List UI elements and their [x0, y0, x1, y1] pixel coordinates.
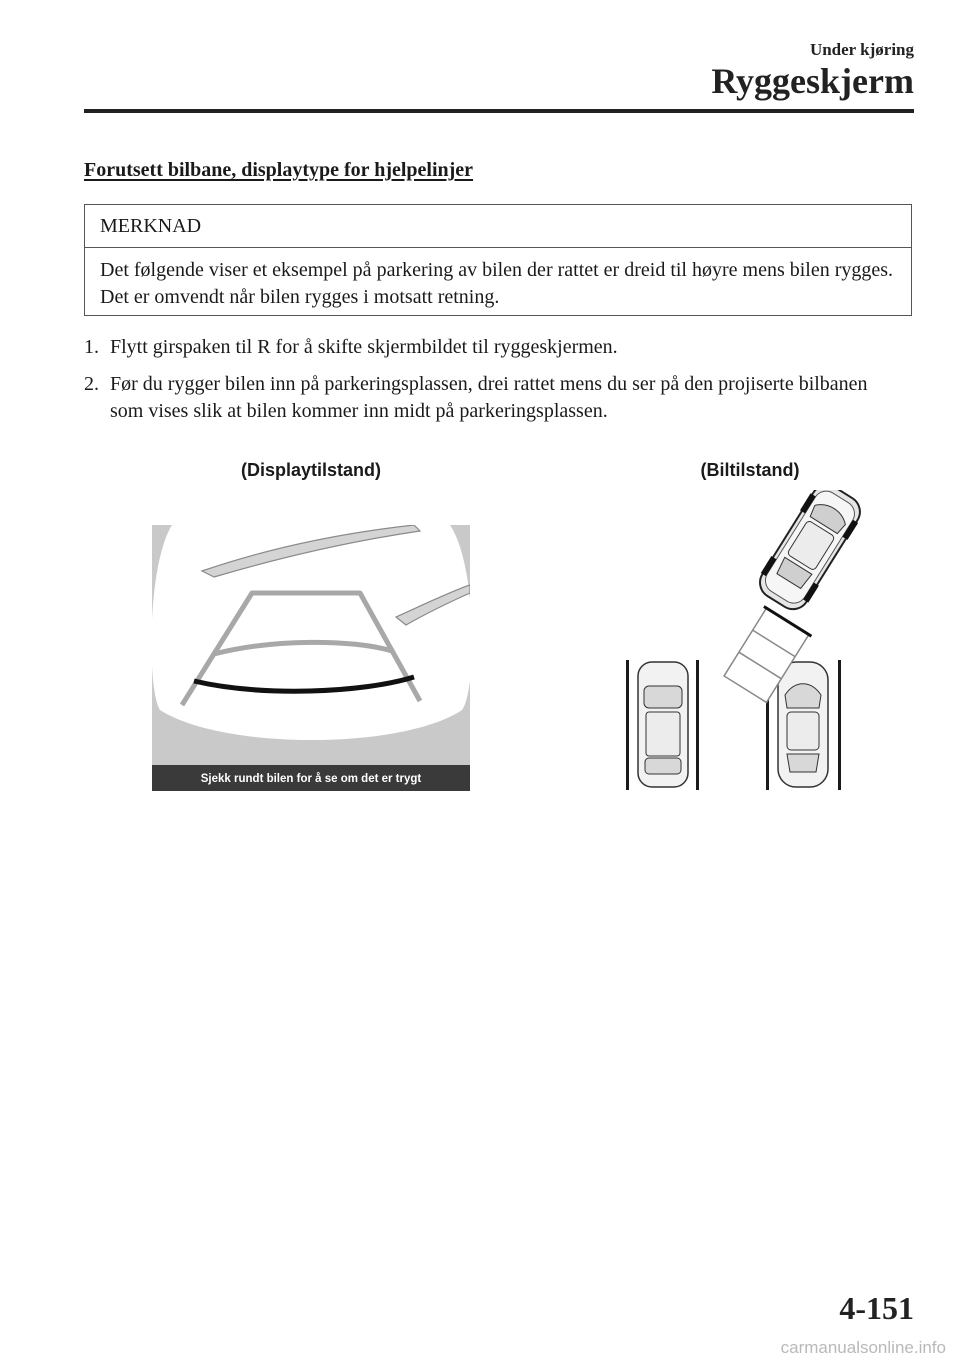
step-number: 2. [84, 373, 99, 395]
parked-car-left [638, 662, 688, 787]
parking-line-right [838, 660, 841, 790]
note-box [84, 204, 912, 316]
running-header-section: Under kjøring [809, 40, 914, 59]
parked-car-right [778, 662, 828, 787]
page-number: 4-151 [839, 1290, 914, 1326]
screen-caption-text: Sjekk rundt bilen for å se om det er trygt [200, 773, 422, 785]
step-2 [84, 371, 904, 425]
step-text: Flytt girspaken til R for å skifte skjermbildet til ryggeskjermen. [110, 336, 618, 358]
note-divider [85, 247, 911, 248]
step-text: Før du rygger bilen inn på parkeringsplassen, drei rattet mens du ser på den projiserte bilbanen som vises slik at bilen kommer inn midt på parkeringsplassen. [110, 373, 868, 422]
note-title: MERKNAD [100, 215, 202, 237]
note-body: Det følgende viser et eksempel på parkering av bilen der rattet er dreid til høyre mens bilen rygges. Det er omvendt når bilen rygges i motsatt retning. [100, 259, 894, 308]
parking-line-left [626, 660, 629, 790]
watermark-text: carmanualsonline.info [780, 1338, 946, 1357]
parking-overview-illustration [600, 490, 880, 800]
running-header-title: Ryggeskjerm [711, 61, 914, 101]
display-state-caption: (Displaytilstand) [240, 460, 382, 480]
parking-line-middle-left [696, 660, 699, 790]
header-divider [84, 109, 914, 113]
camera-view-area [152, 525, 470, 740]
section-heading: Forutsett bilbane, displaytype for hjelpelinjer [84, 159, 474, 181]
rear-camera-screen-illustration [152, 525, 470, 791]
step-number: 1. [84, 336, 99, 358]
reversing-car [752, 490, 867, 616]
vehicle-state-caption: (Biltilstand) [700, 460, 800, 480]
step-1 [84, 334, 904, 361]
